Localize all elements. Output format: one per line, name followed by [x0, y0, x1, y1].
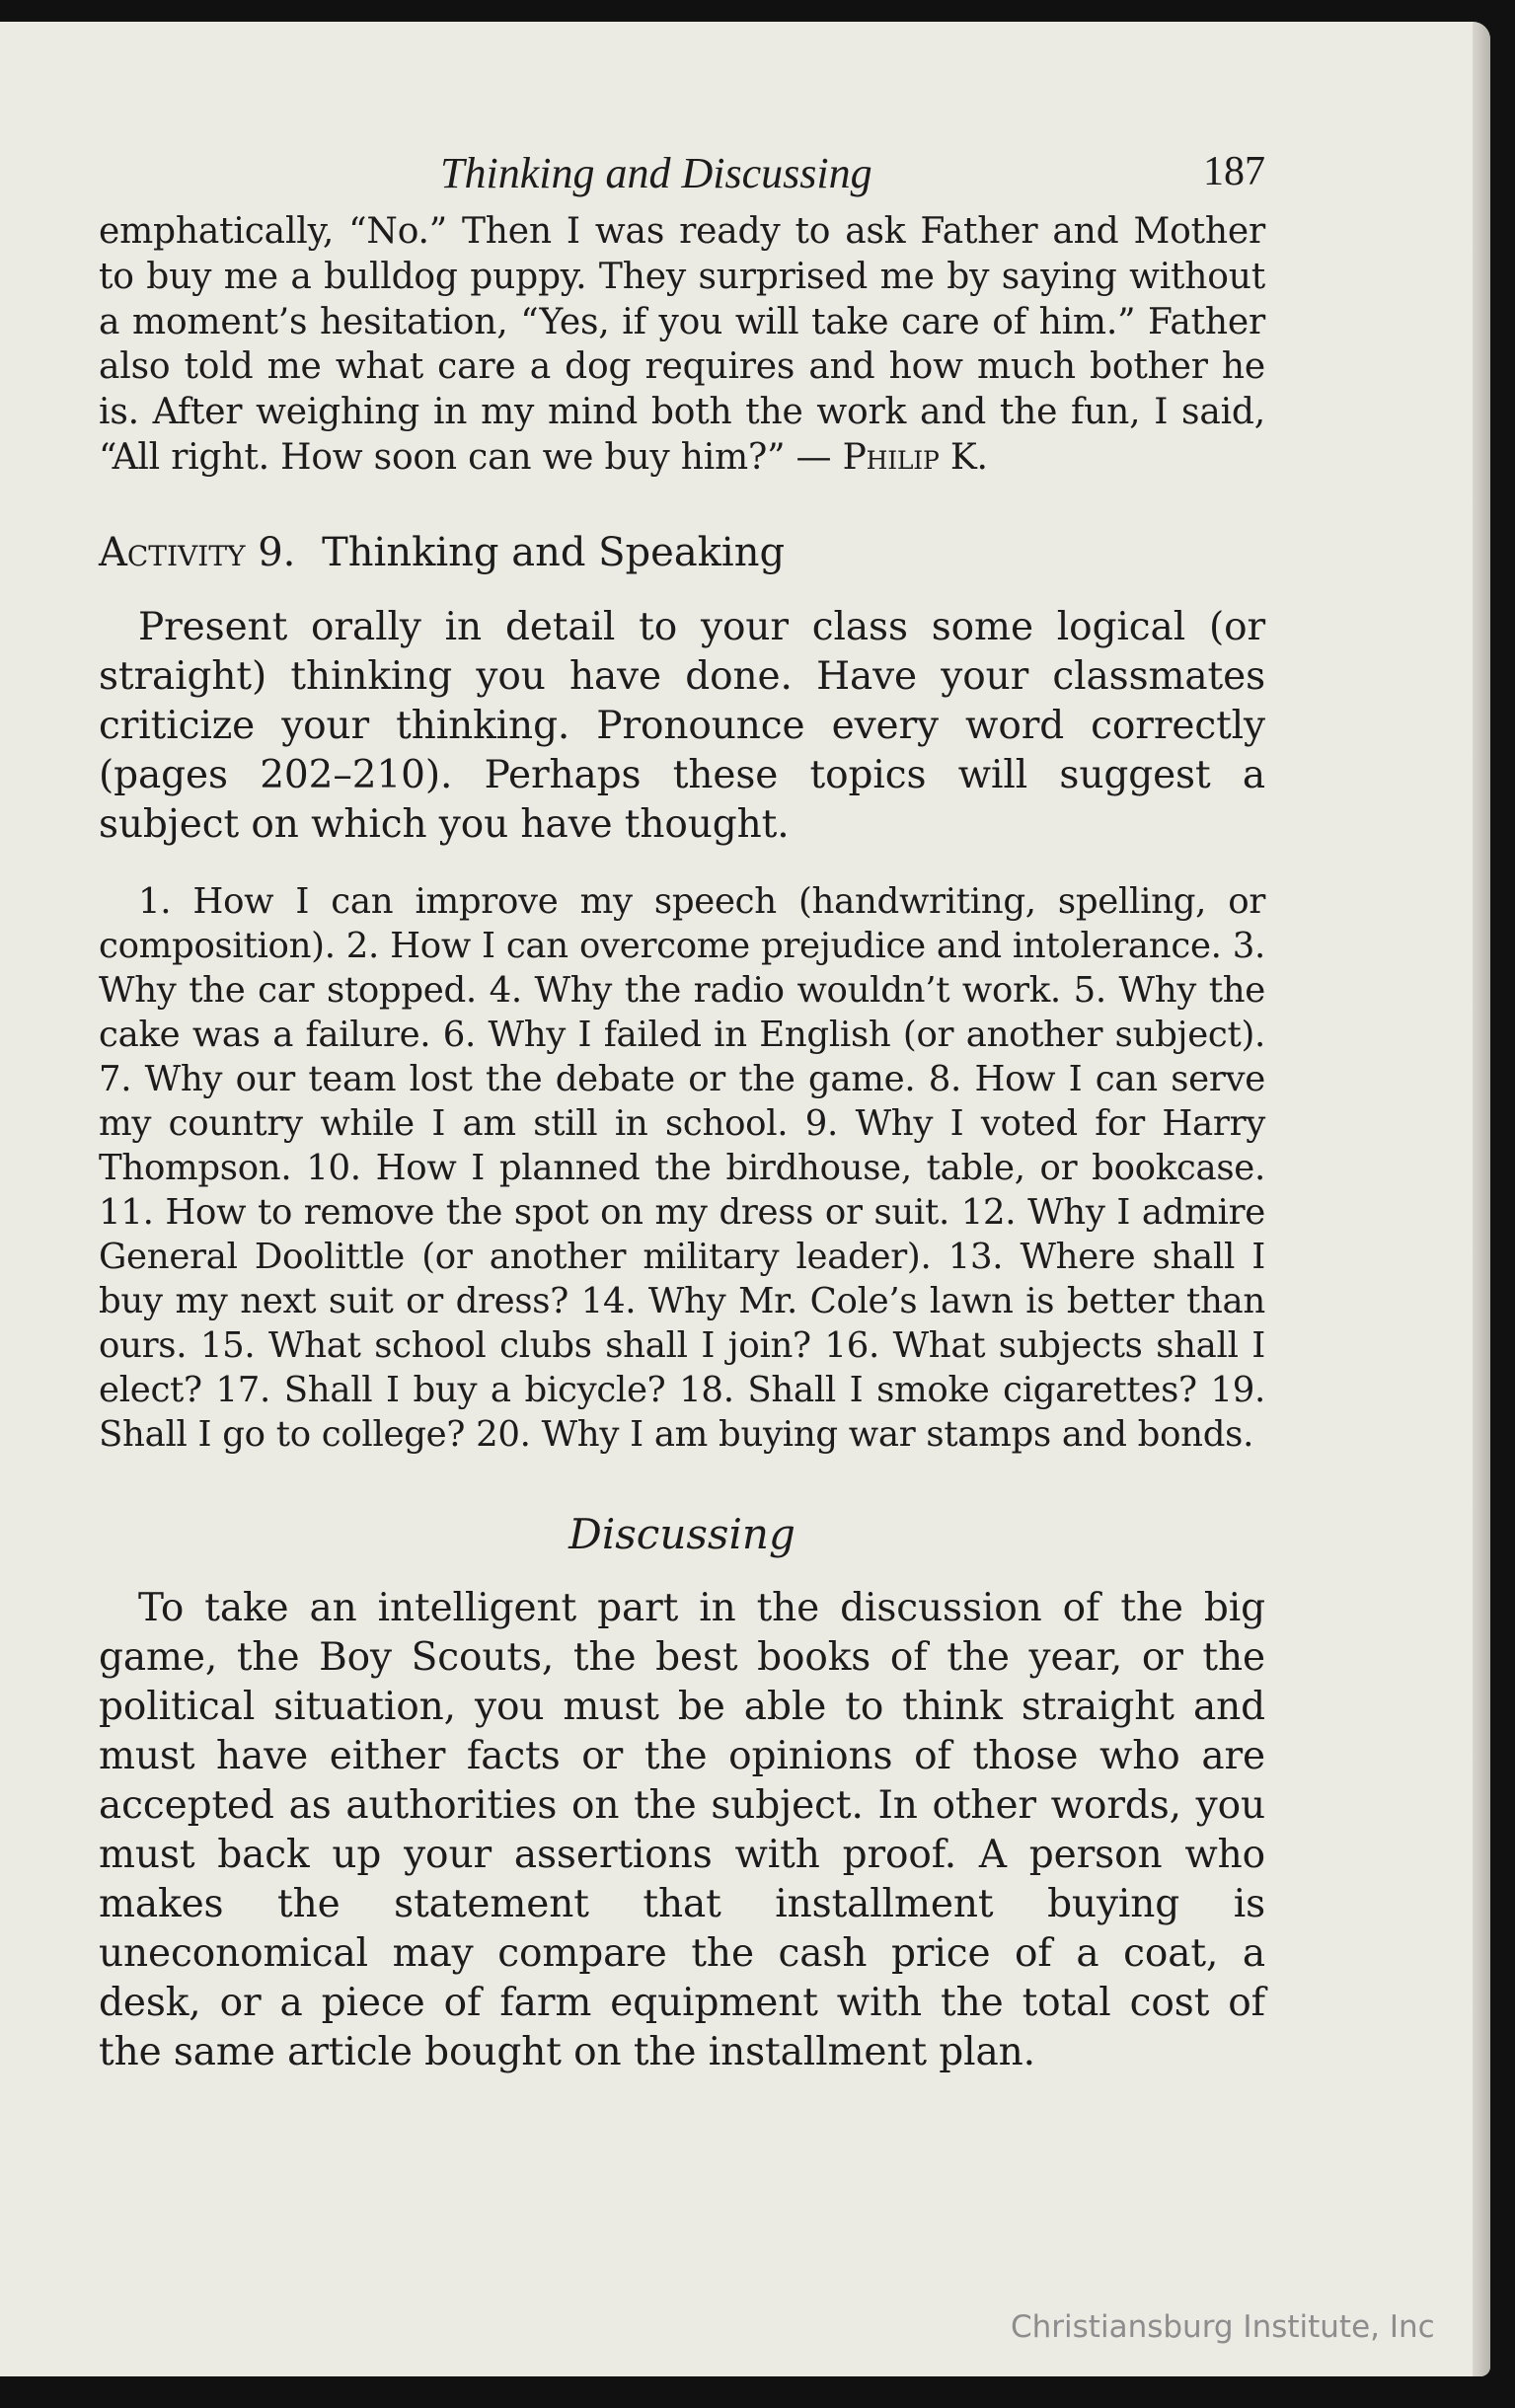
paragraph-continuation-text: emphatically, “No.” Then I was ready to ask Father and Mother to buy me a bulldog puppy. They surprised me by saying without a moment’s hesitation, “Yes, if you will take care of him.” Father also told me what care a dog requires and how much bother he is. After weighing in my mind both the work and the fun, I said, “All right. How soon can we buy him?” —	[99, 211, 1265, 478]
watermark: Christiansburg Institute, Inc	[1011, 2309, 1435, 2345]
page-content	[99, 140, 1265, 2077]
page-number: 187	[1203, 149, 1265, 194]
activity-title: Thinking and Speaking	[322, 529, 786, 575]
paragraph-continuation	[99, 209, 1265, 481]
page-edge	[1473, 22, 1490, 2376]
running-head	[99, 140, 1265, 209]
activity-label: Activity	[99, 529, 246, 575]
book-page	[0, 22, 1490, 2376]
running-title: Thinking and Discussing	[440, 149, 872, 197]
activity-heading	[99, 530, 1265, 575]
section-heading-discussing: Discussing	[568, 1509, 795, 1558]
activity-number: 9.	[258, 529, 296, 575]
activity-instructions: Present orally in detail to your class some logical (or straight) thinking you have done. Have your classmates criticize your thinking. Pronounce every word correctly (pages 202–210). Perhaps these topics will suggest a subject on which you have thought.	[99, 604, 1265, 847]
topic-list: 1. How I can improve my speech (handwriting, spelling, or composition). 2. How I can overcome prejudice and intolerance. 3. Why the car stopped. 4. Why the radio wouldn’t work. 5. Why the cake was a failure. 6. Why I failed in English (or another subject). 7. Why our team lost the debate or the game. 8. How I can serve my country while I am still in school. 9. Why I voted for Harry Thompson. 10. How I planned the birdhouse, table, or bookcase. 11. How to remove the spot on my dress or suit. 12. Why I admire General Doolittle (or another military leader). 13. Where shall I buy my next suit or dress? 14. Why Mr. Cole’s lawn is better than ours. 15. What school clubs shall I join? 16. What subjects shall I elect? 17. Shall I buy a bicycle? 18. Shall I smoke cigarettes? 19. Shall I go to college? 20. Why I am buying war stamps and bonds.	[99, 880, 1265, 1455]
spacer	[99, 850, 1265, 879]
discussing-paragraph: To take an intelligent part in the discussion of the big game, the Boy Scouts, the best books of the year, or the political situation, you must be able to think straight and must have either facts or the opinions of those who are accepted as authorities on the subject. In other words, you must back up your assertions with proof. A person who makes the statement that installment buying is uneconomical may compare the cash price of a coat, a desk, or a piece of farm equipment with the total cost of the same article bought on the installment plan.	[99, 1585, 1265, 2074]
author-signature: Philip K.	[842, 436, 988, 478]
